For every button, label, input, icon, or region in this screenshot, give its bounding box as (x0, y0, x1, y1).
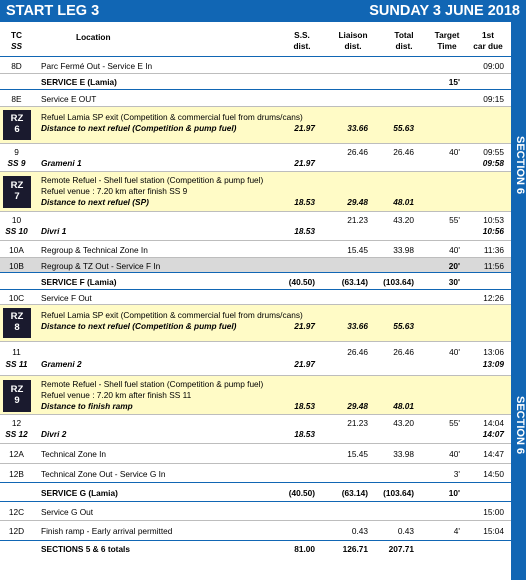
ss-dist: 81.00 (294, 544, 315, 554)
col-ss-dist: S.S. (294, 30, 310, 40)
liaison-dist: 26.46 (347, 347, 368, 357)
first-car-time: 14:47 (483, 449, 504, 459)
location: Regroup & TZ Out - Service F In (41, 261, 161, 271)
target-time: 20' (448, 261, 460, 271)
service-row (0, 273, 511, 290)
totals-row (0, 541, 511, 557)
location: SERVICE G (Lamia) (41, 488, 118, 498)
total-dist: 207.71 (388, 544, 414, 554)
tc-code: 8D (11, 61, 22, 71)
location: Technical Zone Out - Service G In (41, 469, 166, 479)
liaison-dist: 26.46 (347, 147, 368, 157)
stage-start-time: 13:09 (482, 359, 504, 369)
location: Regroup & Technical Zone In (41, 245, 148, 255)
first-car-time: 14:04 (483, 418, 504, 428)
refuel-venue: Refuel venue : 7.20 km after finish SS 11 (41, 390, 192, 400)
ss-code: SS 12 (5, 429, 28, 439)
table-row (0, 521, 511, 541)
ss-dist: 18.53 (294, 401, 315, 411)
col-first-car: 1st (482, 30, 494, 40)
location: SERVICE E (Lamia) (41, 77, 117, 87)
tc-code: 12B (9, 469, 24, 479)
liaison-dist: 33.66 (347, 123, 368, 133)
ss-dist: 18.53 (294, 429, 315, 439)
location: Technical Zone In (41, 449, 107, 459)
stage-name: Divri 1 (41, 226, 67, 236)
table-row (0, 90, 511, 107)
location: Service G Out (41, 507, 94, 517)
col-target: Target (434, 30, 460, 40)
rz-badge: RZ 6 (3, 110, 31, 140)
tc-code: 8E (11, 94, 22, 104)
refuel-row (0, 107, 511, 144)
stage-row (0, 342, 511, 376)
tc-code: 10A (9, 245, 24, 255)
first-car-time: 14:50 (483, 469, 504, 479)
total-dist: 55.63 (393, 321, 414, 331)
ss-dist: 21.97 (294, 321, 315, 331)
target-time: 15' (448, 77, 460, 87)
first-car-time: 15:04 (483, 526, 504, 536)
first-car-time: 13:06 (483, 347, 504, 357)
target-time: 40' (449, 449, 460, 459)
first-car-time: 11:56 (483, 261, 504, 271)
total-dist: 55.63 (393, 123, 414, 133)
first-car-time: 15:00 (483, 507, 504, 517)
target-time: 55' (449, 215, 460, 225)
first-car-time: 11:36 (483, 245, 504, 255)
liaison-dist: (63.14) (341, 277, 368, 287)
refuel-distance-label: Distance to next refuel (Competition & pump fuel) (41, 123, 237, 133)
section-label: SECTION 6 (514, 395, 526, 455)
ss-code: SS 9 (7, 158, 26, 168)
stage-row (0, 144, 511, 172)
target-time: 10' (448, 488, 460, 498)
location: SERVICE F (Lamia) (41, 277, 117, 287)
table-row (0, 241, 511, 258)
section-label: SECTION 6 (514, 135, 526, 195)
liaison-dist: 29.48 (347, 401, 368, 411)
refuel-distance-label: Distance to finish ramp (41, 401, 133, 411)
target-time: 3' (453, 469, 460, 479)
regroup-row (0, 258, 511, 273)
table-row (0, 290, 511, 305)
rz-badge: RZ 7 (3, 176, 31, 208)
section-sidebar (511, 22, 526, 580)
service-row (0, 483, 511, 502)
refuel-info: Remote Refuel - Shell fuel station (Competition & pump fuel) (41, 175, 264, 185)
first-car-time: 09:15 (483, 94, 504, 104)
total-dist: 48.01 (393, 197, 414, 207)
col-ss: SS (10, 41, 23, 51)
liaison-dist: 21.23 (347, 418, 368, 428)
location: Service F Out (41, 293, 92, 303)
table-row (0, 57, 511, 74)
ss-dist: 18.53 (294, 197, 315, 207)
refuel-row (0, 172, 511, 212)
tc-code: 12A (9, 449, 24, 459)
liaison-dist: (63.14) (341, 488, 368, 498)
tc-code: 10 (11, 215, 22, 225)
refuel-row (0, 376, 511, 415)
refuel-row (0, 305, 511, 342)
ss-dist: (40.50) (288, 277, 315, 287)
refuel-info: Remote Refuel - Shell fuel station (Competition & pump fuel) (41, 379, 264, 389)
ss-dist: 21.97 (294, 158, 315, 168)
liaison-dist: 15.45 (347, 449, 368, 459)
rz-badge: RZ 8 (3, 308, 31, 338)
total-dist: 26.46 (393, 147, 414, 157)
liaison-dist: 21.23 (347, 215, 368, 225)
total-dist: 43.20 (393, 418, 414, 428)
tc-code: 12C (8, 507, 25, 517)
first-car-time: 09:00 (483, 61, 504, 71)
total-dist: (103.64) (383, 277, 414, 287)
leg-title: START LEG 3 (6, 3, 100, 19)
liaison-dist: 15.45 (347, 245, 368, 255)
stage-start-time: 10:56 (482, 226, 504, 236)
first-car-time: 10:53 (483, 215, 504, 225)
total-dist: (103.64) (383, 488, 414, 498)
tc-code: 12D (8, 526, 25, 536)
total-dist: 43.20 (393, 215, 414, 225)
total-dist: 26.46 (393, 347, 414, 357)
table-row (0, 502, 511, 521)
target-time: 4' (453, 526, 460, 536)
tc-code: 10C (8, 293, 25, 303)
first-car-time: 12:26 (483, 293, 504, 303)
service-row (0, 74, 511, 90)
tc-code: 11 (12, 347, 21, 357)
target-time: 40' (449, 147, 460, 157)
liaison-dist: 0.43 (351, 526, 368, 536)
liaison-dist: 33.66 (347, 321, 368, 331)
col-liaison: Liaison (338, 30, 368, 40)
date-title: SUNDAY 3 JUNE 2018 (369, 3, 520, 19)
page-header (0, 0, 526, 22)
tc-code: 12 (11, 418, 22, 428)
col-location: Location (76, 32, 111, 42)
total-dist: 48.01 (393, 401, 414, 411)
stage-name: Divri 2 (41, 429, 67, 439)
target-time: 55' (449, 418, 460, 428)
refuel-info: Refuel Lamia SP exit (Competition & commercial fuel from drums/cans) (41, 112, 303, 122)
target-time: 30' (448, 277, 460, 287)
refuel-info: Refuel Lamia SP exit (Competition & commercial fuel from drums/cans) (41, 310, 303, 320)
liaison-dist: 126.71 (342, 544, 368, 554)
stage-name: Grameni 1 (41, 158, 82, 168)
total-dist: 33.98 (393, 449, 414, 459)
ss-dist: 21.97 (294, 123, 315, 133)
total-dist: 0.43 (397, 526, 414, 536)
stage-row (0, 212, 511, 241)
table-row (0, 464, 511, 483)
refuel-venue: Refuel venue : 7.20 km after finish SS 9 (41, 186, 188, 196)
ss-dist: 18.53 (294, 226, 315, 236)
target-time: 40' (449, 347, 460, 357)
liaison-dist: 29.48 (347, 197, 368, 207)
stage-start-time: 14:07 (482, 429, 504, 439)
totals-label: SECTIONS 5 & 6 totals (41, 544, 130, 554)
stage-row (0, 415, 511, 444)
ss-dist: (40.50) (288, 488, 315, 498)
ss-dist: 21.97 (294, 359, 315, 369)
ss-code: SS 10 (5, 226, 28, 236)
refuel-distance-label: Distance to next refuel (SP) (41, 197, 149, 207)
tc-code: 10B (9, 261, 24, 271)
rz-badge: RZ 9 (3, 380, 31, 412)
target-time: 40' (449, 245, 460, 255)
refuel-distance-label: Distance to next refuel (Competition & pump fuel) (41, 321, 237, 331)
stage-name: Grameni 2 (41, 359, 82, 369)
ss-code: SS 11 (5, 359, 28, 369)
column-header: TC SS Location S.S. dist. Liaison dist. Total dist. Target Time 1st car due (0, 22, 511, 57)
col-tc: TC (10, 30, 23, 40)
location: Service E OUT (41, 94, 97, 104)
stage-start-time: 09:58 (482, 158, 504, 168)
table-row (0, 444, 511, 464)
col-total: Total (394, 30, 414, 40)
tc-code: 9 (14, 147, 19, 157)
location: Parc Fermé Out - Service E In (41, 61, 153, 71)
total-dist: 33.98 (393, 245, 414, 255)
location: Finish ramp - Early arrival permitted (41, 526, 173, 536)
first-car-time: 09:55 (483, 147, 504, 157)
